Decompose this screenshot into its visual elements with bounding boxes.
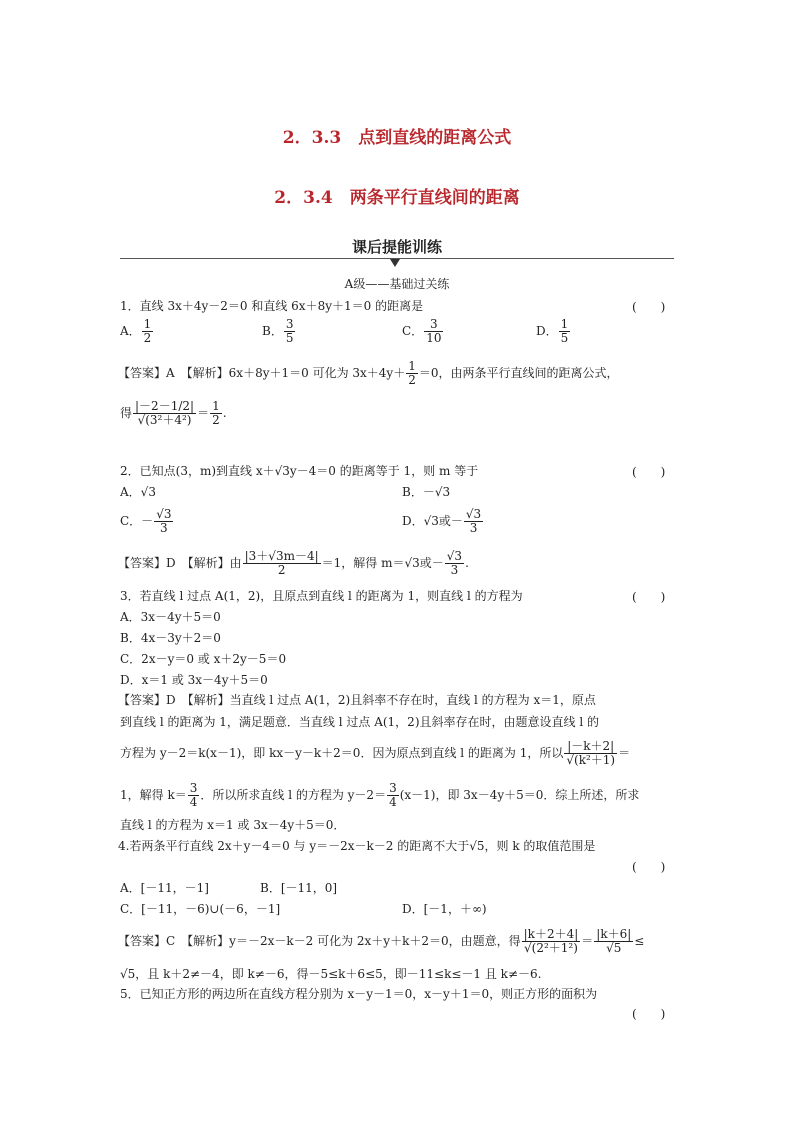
- exercise-heading: 课后提能训练: [351, 238, 442, 256]
- q2-option-b: B．－√3: [402, 485, 451, 499]
- q3-option-d: D．x＝1 或 3x－4y＋5＝0: [120, 673, 268, 687]
- q3-answer-line3: 方程为 y－2＝k(x－1)，即 kx－y－k＋2＝0．因为原点到直线 l 的距离为 1，所以 $\frac{|-k+2|}{\text{√(k²＋1)}}$ ＝: [120, 739, 631, 768]
- q4-option-c: C．[－11，－6)∪(－6，－1]: [120, 902, 281, 916]
- q3-answer-line5: 直线 l 的方程为 x＝1 或 3x－4y＋5＝0．: [120, 818, 346, 832]
- q4-stem: 4.若两条平行直线 2x＋y－4＝0 与 y＝－2x－k－2 的距离不大于√5，则 k 的取值范围是: [118, 839, 596, 853]
- q4-answer-blank: ( ): [632, 860, 666, 874]
- q4-answer-line2: √5，且 k＋2≠－4，即 k≠－6，得－5≤k＋6≤5，即－11≤k≤－1 且 k≠－6.: [120, 967, 542, 981]
- q3-answer-line4: 1，解得 k＝ $\frac{3}{4}$ ．所以所求直线 l 的方程为 y－2＝ $\frac{3}{4}$ (x－1)，即 3x－4y＋5＝0．综上所述，所求: [120, 781, 640, 810]
- q3-answer-blank: ( ): [632, 590, 666, 604]
- q1-answer-line1: 【答案】A 【解析】6x＋8y＋1＝0 可化为 3x＋4y＋ $\frac{1}{2}$ ＝0，由两条平行直线间的距离公式，: [118, 359, 619, 388]
- q1-option-d: D． $\frac{1}{5}$: [536, 317, 569, 346]
- q4-option-d: D．[－1，＋∞): [402, 902, 487, 916]
- q1-answer-line2: 得 $\frac{|-2-1/2|}{\text{√(3²＋4²)}}$ ＝ $\frac{1}{2}$ .: [120, 399, 227, 428]
- q5-answer-blank: ( ): [632, 1007, 666, 1021]
- q4-option-b: B．[－11，0]: [260, 881, 338, 895]
- q2-option-a: A．√3: [120, 485, 156, 499]
- q2-answer-blank: ( ): [632, 465, 666, 479]
- level-a-subheading: A级——基础过关练: [344, 277, 450, 291]
- q3-option-a: A．3x－4y＋5＝0: [120, 610, 221, 624]
- q4-option-a: A．[－11，－1]: [120, 881, 209, 895]
- q1-option-a: A． $\frac{1}{2}$: [120, 317, 152, 346]
- section-title-2-3-4: 2．3.4 两条平行直线间的距离: [274, 188, 520, 208]
- triangle-marker-icon: [390, 259, 400, 267]
- q2-option-c: C．－ $\frac{√3}{3}$: [120, 507, 172, 536]
- q1-option-c: C． $\frac{3}{10}$: [402, 317, 442, 346]
- q3-option-b: B．4x－3y＋2＝0: [120, 631, 221, 645]
- q2-stem: 2．已知点(3，m)到直线 x＋√3y－4＝0 的距离等于 1，则 m 等于: [120, 464, 479, 478]
- q3-answer-line2: 到直线 l 的距离为 1，满足题意．当直线 l 过点 A(1，2)且斜率存在时，由题意设直线 l 的: [120, 715, 599, 729]
- q4-answer-line1: 【答案】C 【解析】y＝－2x－k－2 可化为 2x＋y＋k＋2＝0，由题意，得 $\frac{|k+2+4|}{\text{√(2²＋1²)}}$ ＝ $\frac{|k+6|}{√5}$ ≤: [118, 927, 645, 956]
- q3-answer-line1: 【答案】D 【解析】当直线 l 过点 A(1，2)且斜率不存在时，直线 l 的方程为 x＝1，原点: [118, 693, 596, 707]
- q1-answer-blank: ( ): [632, 300, 666, 314]
- q2-option-d: D．√3或－ $\frac{√3}{3}$: [402, 507, 482, 536]
- q5-stem: 5．已知正方形的两边所在直线方程分别为 x－y－1＝0，x－y＋1＝0，则正方形的面积为: [120, 987, 598, 1001]
- q3-stem: 3．若直线 l 过点 A(1，2)，且原点到直线 l 的距离为 1，则直线 l 的方程为: [120, 589, 523, 603]
- q2-answer: 【答案】D 【解析】由 $\frac{|3+√3m-4|}{2}$ ＝1，解得 m＝√3或－ $\frac{√3}{3}$ .: [118, 549, 469, 578]
- section-title-2-3-3: 2．3.3 点到直线的距离公式: [282, 128, 512, 148]
- q1-option-b: B． $\frac{3}{5}$: [262, 317, 294, 346]
- q3-option-c: C．2x－y＝0 或 x＋2y－5＝0: [120, 652, 287, 666]
- q1-stem: 1．直线 3x＋4y－2＝0 和直线 6x＋8y＋1＝0 的距离是: [120, 299, 424, 313]
